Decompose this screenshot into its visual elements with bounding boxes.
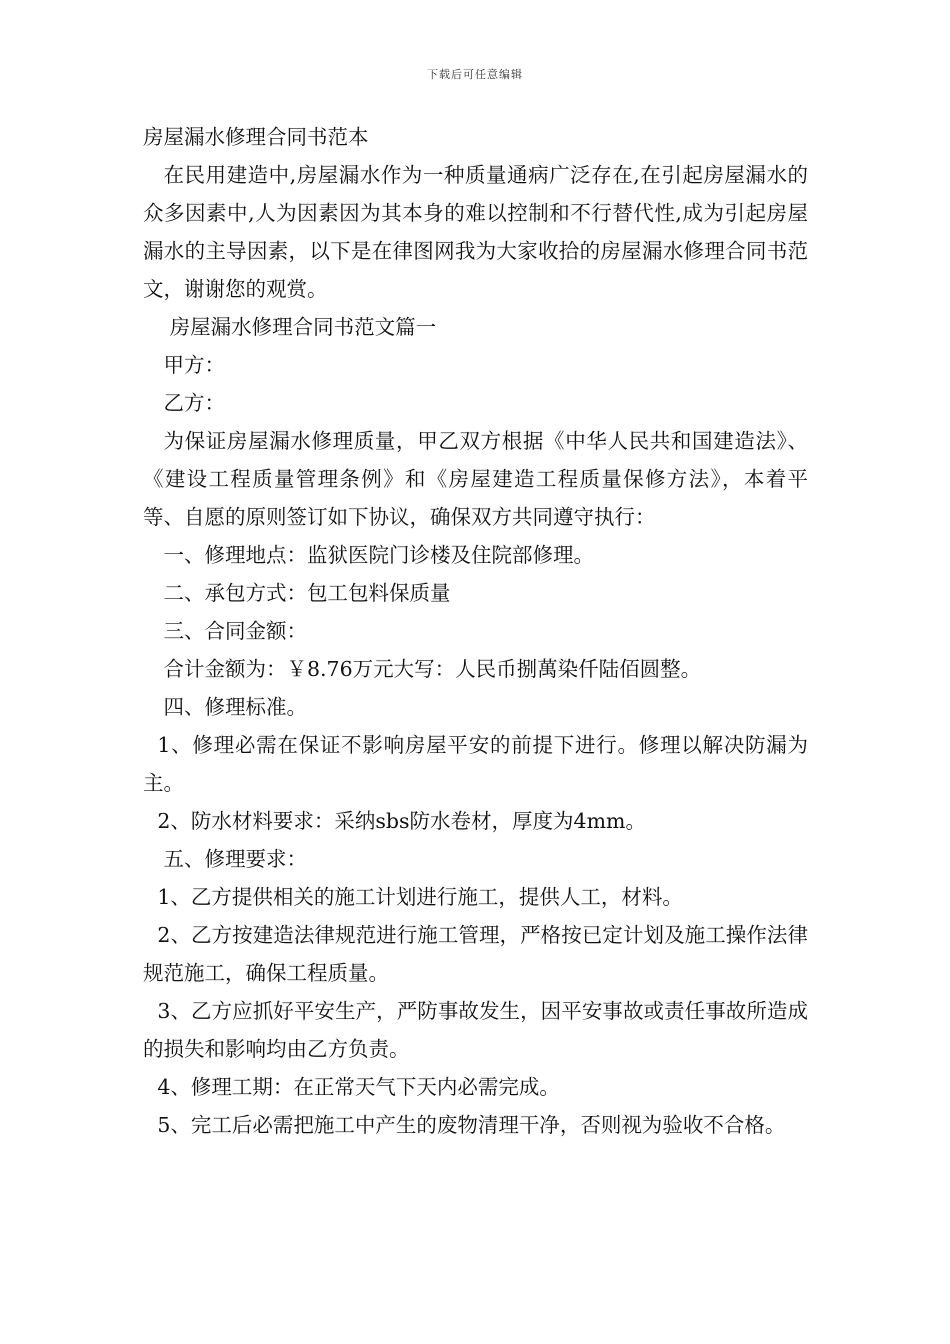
clause-requirement-3: 3、乙方应抓好平安生产，严防事故发生，因平安事故或责任事故所造成的损失和影响均由乙方负责。 [143, 999, 808, 1061]
clause-amount-total: 合计金额为：￥8.76万元大写：人民币捌萬染仟陆佰圆整。 [163, 657, 702, 681]
document-title: 房屋漏水修理合同书范本 [143, 125, 369, 149]
clause-requirement-4: 4、修理工期：在正常天气下天内必需完成。 [157, 1075, 560, 1099]
clause-standard-1: 1、修理必需在保证不影响房屋平安的前提下进行。修理以解决防漏为主。 [143, 733, 808, 795]
clause-amount-heading: 三、合同金额： [163, 619, 307, 643]
clause-requirements-heading: 五、修理要求： [163, 847, 307, 871]
party-b-line: 乙方： [163, 391, 225, 415]
document-body [143, 118, 808, 1144]
header-note: 下载后可任意编辑 [427, 68, 523, 81]
intro-paragraph: 在民用建造中,房屋漏水作为一种质量通病广泛存在,在引起房屋漏水的众多因素中,人为因素因为其本身的难以控制和不行替代性,成为引起房屋漏水的主导因素，以下是在律图网我为大家收拾的房屋漏水修理合同书范文，谢谢您的观赏。 [143, 163, 808, 301]
clause-requirement-5: 5、完工后必需把施工中产生的废物清理干净，否则视为验收不合格。 [157, 1113, 786, 1137]
party-a-line: 甲方： [163, 353, 225, 377]
clause-standard-2: 2、防水材料要求：采纳sbs防水卷材，厚度为4mm。 [157, 809, 646, 833]
clause-standard-heading: 四、修理标准。 [163, 695, 307, 719]
clause-contract-mode: 二、承包方式：包工包料保质量 [163, 581, 451, 605]
clause-requirement-1: 1、乙方提供相关的施工计划进行施工，提供人工，材料。 [157, 885, 683, 909]
section-title: 房屋漏水修理合同书范文篇一 [169, 315, 437, 339]
clause-location: 一、修理地点：监狱医院门诊楼及住院部修理。 [163, 543, 594, 567]
clause-requirement-2: 2、乙方按建造法律规范进行施工管理，严格按已定计划及施工操作法律规范施工，确保工程质量。 [143, 923, 808, 985]
preamble-paragraph: 为保证房屋漏水修理质量，甲乙双方根据《中华人民共和国建造法》、《建设工程质量管理条例》和《房屋建造工程质量保修方法》，本着平等、自愿的原则签订如下协议，确保双方共同遵守执行： [143, 429, 808, 529]
